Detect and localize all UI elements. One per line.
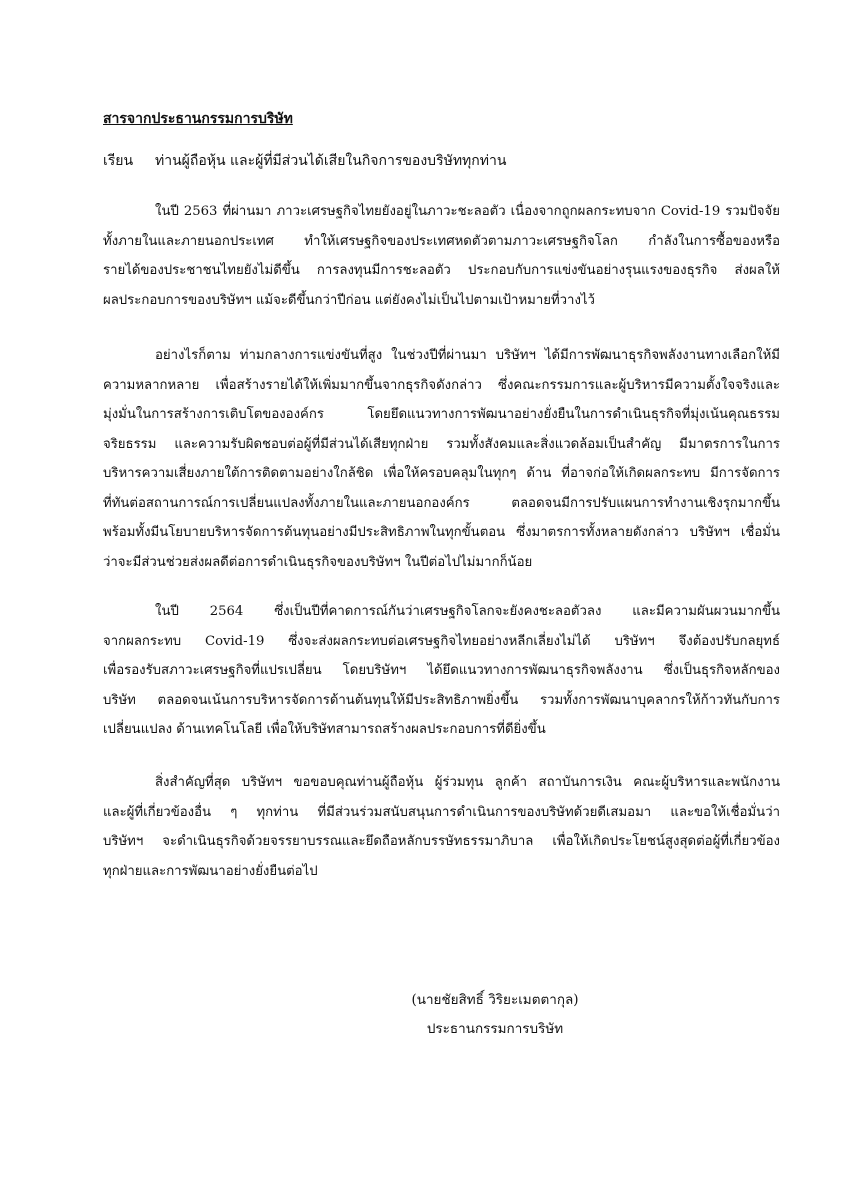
paragraph-line: สิ่งสำคัญที่สุด บริษัทฯ ขอขอบคุณท่านผู้ถือหุ้น ผู้ร่วมทุน ลูกค้า สถาบันการเงิน คณะผู้บริหารและพนักงาน: [155, 775, 780, 790]
paragraph-line: จากผลกระทบ Covid-19 ซึ่งจะส่งผลกระทบต่อเศรษฐกิจไทยอย่างหลีกเลี่ยงไม่ได้ บริษัทฯ จึงต้องปรับกลยุทธ์: [103, 633, 780, 649]
paragraph-line: ว่าจะมีส่วนช่วยส่งผลดีต่อการดำเนินธุรกิจของบริษัทฯ ในปีต่อไปไม่มากก็น้อย: [103, 554, 533, 570]
paragraph-line: ผลประกอบการของบริษัทฯ แม้จะดีขึ้นกว่าปีก่อน แต่ยังคงไม่เป็นไปตามเป้าหมายที่วางไว้: [103, 292, 595, 308]
paragraph-line: และผู้ที่เกี่ยวข้องอื่น ๆ ทุกท่าน ที่มีส่วนร่วมสนับสนุนการดำเนินการของบริษัทด้วยดีเสมอมา และขอให้เชื่อมั่นว่า: [103, 804, 780, 820]
paragraph-line: ทั้งภายในและภายนอกประเทศ ทำให้เศรษฐกิจของประเทศหดตัวตามภาวะเศรษฐกิจโลก กำลังในการซื้อของหรือ: [103, 233, 780, 249]
paragraph-line: บริษัท ตลอดจนเน้นการบริหารจัดการด้านต้นทุนให้มีประสิทธิภาพยิ่งขึ้น รวมทั้งการพัฒนาบุคลากรให้ก้าวทันกับการ: [103, 692, 780, 708]
paragraph-line: อย่างไรก็ตาม ท่ามกลางการแข่งขันที่สูง ในช่วงปีที่ผ่านมา บริษัทฯ ได้มีการพัฒนาธุรกิจพลังงานทางเลือกให้มี: [155, 348, 780, 363]
paragraph-line: ทุกฝ่ายและการพัฒนาอย่างยั่งยืนต่อไป: [103, 863, 318, 879]
paragraph-line: ในปี 2563 ที่ผ่านมา ภาวะเศรษฐกิจไทยยังอยู่ในภาวะชะลอตัว เนื่องจากถูกผลกระทบจาก Covid-19 รวมปัจจัย: [155, 204, 780, 219]
paragraph-1: [103, 197, 780, 315]
salutation-label: เรียน: [103, 153, 134, 169]
paragraph-line: มุ่งมั่นในการสร้างการเติบโตขององค์กร โดยยึดแนวทางการพัฒนาอย่างยั่งยืนในการดำเนินธุรกิจที่มุ่งเน้นคุณธรรม: [103, 407, 780, 422]
paragraph-line: พร้อมทั้งมีนโยบายบริหารจัดการต้นทุนอย่างมีประสิทธิภาพในทุกขั้นตอน ซึ่งมาตรการทั้งหลายดังกล่าว บริษัทฯ เชื่อมั่น: [103, 525, 780, 540]
paragraph-line: เปลี่ยนแปลง ด้านเทคโนโลยี เพื่อให้บริษัทสามารถสร้างผลประกอบการที่ดียิ่งขึ้น: [103, 722, 546, 737]
paragraph-line: ที่ทันต่อสถานการณ์การเปลี่ยนแปลงทั้งภายในและภายนอกองค์กร ตลอดจนมีการปรับแผนการทำงานเชิงรุกมากขึ้น: [103, 495, 780, 511]
paragraph-2: [103, 341, 780, 577]
signatory-position: ประธานกรรมการบริษัท: [426, 1021, 564, 1037]
paragraph-line: จริยธรรม และความรับผิดชอบต่อผู้ที่มีส่วนได้เสียทุกฝ่าย รวมทั้งสังคมและสิ่งแวดล้อมเป็นสำคัญ มีมาตรการในการ: [103, 436, 780, 452]
paragraph-line: รายได้ของประชาชนไทยยังไม่ดีขึ้น การลงทุนมีการชะลอตัว ประกอบกับการแข่งขันอย่างรุนแรงของธุรกิจ ส่งผลให้: [103, 263, 780, 278]
paragraph-4: [103, 768, 780, 886]
document-title: สารจากประธานกรรมการบริษัท: [103, 111, 293, 127]
paragraph-line: ความหลากหลาย เพื่อสร้างรายได้ให้เพิ่มมากขึ้นจากธุรกิจดังกล่าว ซึ่งคณะกรรมการและผู้บริหารมีความตั้งใจจริงและ: [103, 377, 780, 393]
signatory-name: (นายชัยสิทธิ์ วิริยะเมตตากุล): [411, 992, 579, 1008]
salutation: [103, 150, 763, 172]
paragraph-line: บริษัทฯ จะดำเนินธุรกิจด้วยจรรยาบรรณและยึดถือหลักบรรษัทธรรมาภิบาล เพื่อให้เกิดประโยชน์สูงสุดต่อผู้ที่เกี่ยวข้อง: [103, 834, 780, 849]
paragraph-line: บริหารความเสี่ยงภายใต้การติดตามอย่างใกล้ชิด เพื่อให้ครอบคลุมในทุกๆ ด้าน ที่อาจก่อให้เกิดผลกระทบ มีการจัดการ: [103, 466, 780, 481]
paragraph-line: เพื่อรองรับสภาวะเศรษฐกิจที่แปรเปลี่ยน โดยบริษัทฯ ได้ยึดแนวทางการพัฒนาธุรกิจพลังงาน ซึ่งเป็นธุรกิจหลักของ: [103, 663, 780, 678]
salutation-recipients: ท่านผู้ถือหุ้น และผู้ที่มีส่วนได้เสียในกิจการของบริษัททุกท่าน: [155, 153, 507, 169]
paragraph-3: [103, 597, 780, 745]
paragraph-line: ในปี 2564 ซึ่งเป็นปีที่คาดการณ์กันว่าเศรษฐกิจโลกจะยังคงชะลอตัวลง และมีความผันผวนมากขึ้น: [155, 604, 780, 619]
